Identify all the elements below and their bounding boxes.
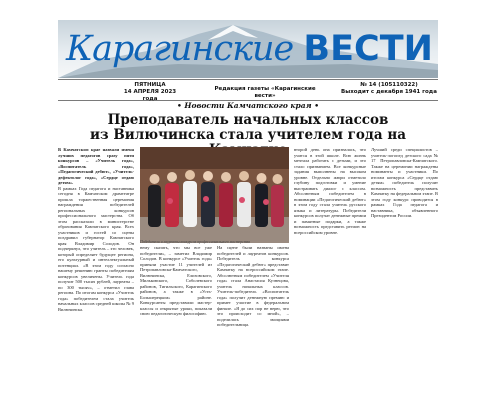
award-ceremony-photo xyxy=(140,147,289,243)
article-column-4: второй день она призналась, что учится в этой школе. Всю жизнь мечтала работать с детьми, и это стало призванием. Все конкурсные задания выполнены на высоком уровне. Отдельно жюри отметило глубину подготовки и умение выстраивать диалог с классом. Абсолютным победителем в номинации «Педагогический дебют» в этом году стала учитель русского языка и литературы. Победители конкурсов получат денежные премии и памятные подарки, а также возможность представить регион на всероссийском уровне. xyxy=(294,147,366,235)
article-column-5: Лучший среди специалистов – учитель-логопед детского сада № 17 Петропавловска-Камчатского. Также на церемонии награждены номинанты и участники. По итогам конкурса «Сердце отдаю детям» победитель получит возможность представить Камчатку на федеральном этапе. В этом году конкурс проводится в рамках Года педагога и наставника, объявленного Президентом России. xyxy=(371,147,438,218)
newspaper-title-part1: Карагинские xyxy=(66,29,294,69)
article-column-2: нему сказать, что мы все уже победители», – заметил Владимир Солодов. В конкурсе «Учитель года» приняли участие 11 учителей из Петропавловска-Камчатского, Вилючинска, Елизовского, Мильковского, Соболевского районов, Тигильского, Карагинского районов, а также в «Усть-Большерецком» районе. Конкурсанты представили мастер-классы и открытые уроки, показали свою педагогическую философию. xyxy=(140,245,212,316)
newspaper-title xyxy=(66,28,433,70)
issue-founded: Выходит с декабря 1941 года xyxy=(341,89,437,95)
article-photo xyxy=(140,147,289,243)
article-column-1 xyxy=(58,147,134,397)
issue-number: № 14 (105110322) xyxy=(360,82,418,88)
issue-number-block xyxy=(340,82,438,96)
issue-info-bar xyxy=(58,79,438,101)
article-column-1-text: В рамках Года педагога и наставника сегодня в Камчатском драмтеатре прошла торжественная церемония награждения победителей региональных конкурсов профессионального мастерства. Об этом рассказали в министерстве образования Камчатского края. Всех участников и гостей со сцены поздравил губернатор Камчатского края Владимир Солодов. Он подчеркнул, что учитель – это человек, который определяет будущее региона, его культурный и интеллектуальный потенциал. «В этом году согласно нашему решению гранты победителям конкурсов увеличены. Учитель года получит 500 тысяч рублей, лауреаты – по 300 тысяч», – отметил глава региона. По итогам конкурса «Учитель года» победителем стала учитель начальных классов средней школы № 9 Вилючинска. xyxy=(58,185,134,312)
issue-date: 14 АПРЕЛЯ 2023 года xyxy=(123,89,177,102)
headline-line-1: Преподаватель начальных классов xyxy=(107,112,389,128)
article-column-3: На сцене были названы имена победителей и лауреатов конкурсов. Победитель конкурса «Педагогический дебют» представит Камчатку на всероссийском этапе. Абсолютным победителем «Учителя года» стала Анастасия Кузнецова, учитель начальных классов. Учитель-победитель «Воспитатель года» получит денежную премию и примет участие в федеральном финале. «Я до сих пор не верю, что это происходит со мной», – поделилась эмоциями победительница. xyxy=(217,245,289,327)
editorial-label: Редакция газеты «Карагинские вести» xyxy=(214,86,316,99)
newspaper-title-part2: ВЕСТИ xyxy=(303,29,433,69)
photo-caption: Победители и лауреаты конкурсов профессионального мастерства xyxy=(140,240,251,244)
masthead xyxy=(58,20,438,78)
issue-day: ПЯТНИЦА xyxy=(134,82,166,88)
headline-line-2: из Вилючинска стала учителем года на xyxy=(90,127,406,143)
section-heading: • Новости Камчатского края • xyxy=(177,101,319,110)
article-lead: В Камчатском крае назвали имена лучших педагогов сразу пяти конкурсов – «Учитель года», «Воспитатель года», «Педагогический дебют», «Учитель-дефектолог года», «Сердце отдаю детям». xyxy=(58,147,134,185)
